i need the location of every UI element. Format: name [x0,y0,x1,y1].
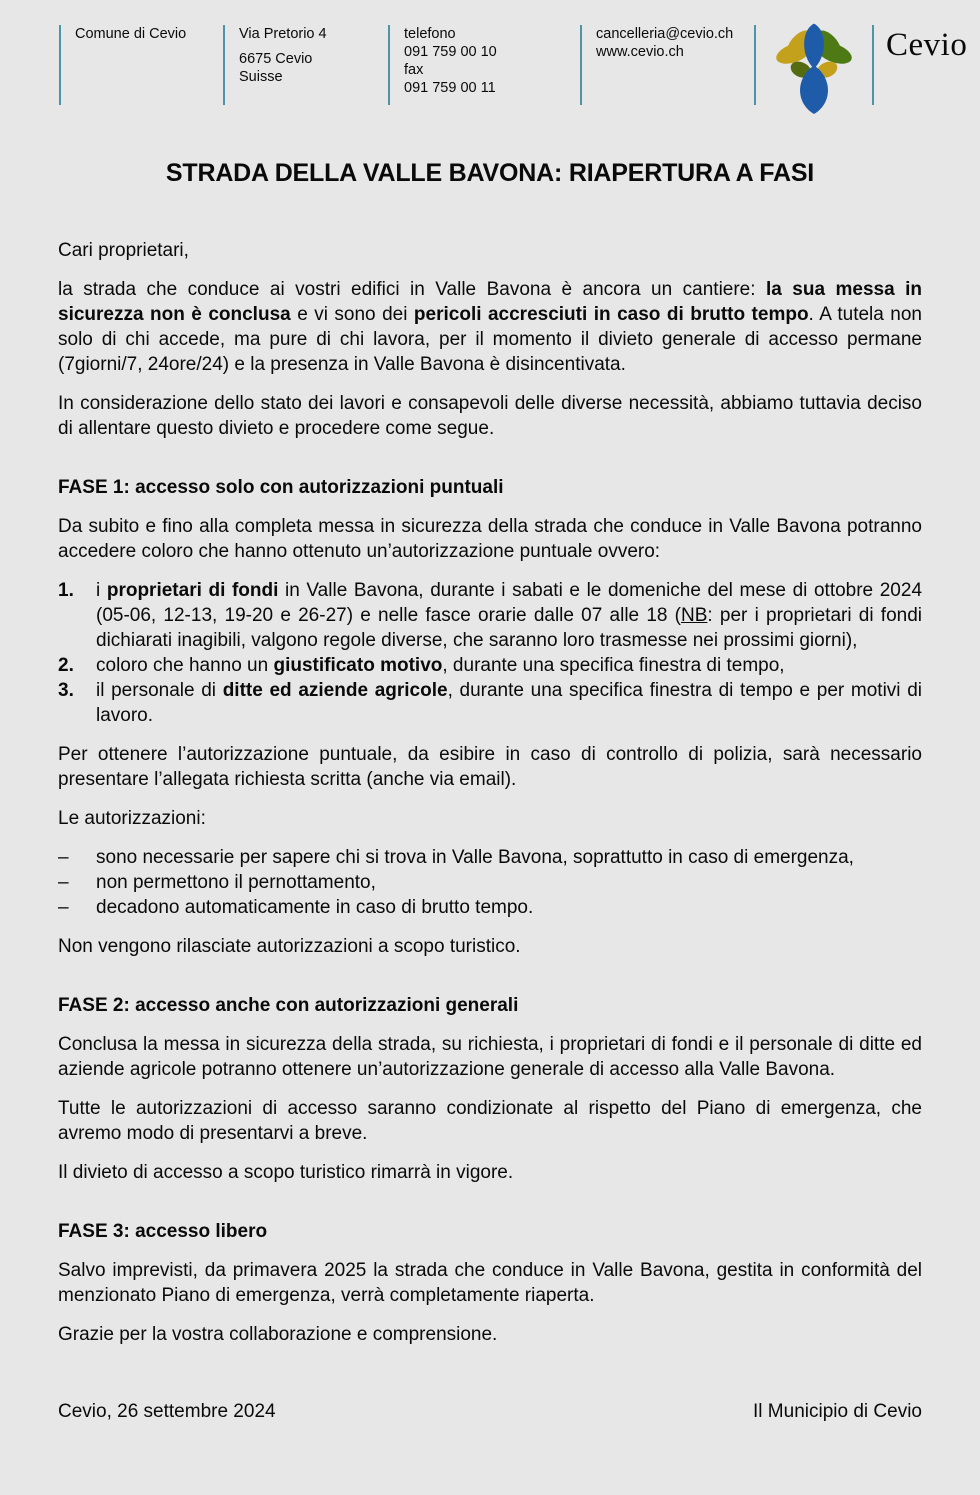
list-marker: 3. [58,680,74,701]
text-run: , durante una specifica finestra di tempo, [442,655,785,676]
bold-text: pericoli accresciuti in caso di brutto tempo [413,304,809,325]
fax-number: 091 759 00 11 [404,80,496,96]
letterhead-web [582,25,754,61]
bold-text: ditte ed aziende agricole [222,680,448,701]
list-item-text [96,678,922,728]
paragraph [58,806,922,831]
text-run: Da subito e fino alla completa messa in sicurezza della strada che conduce in Valle Bavona potranno accedere coloro che hanno ottenuto un’autorizzazione puntuale ovvero: [58,516,922,562]
paragraph [58,238,922,263]
text-run: Le autorizzazioni: [58,808,206,829]
list-marker: 2. [58,655,74,676]
logo-cell [756,25,872,114]
text-run: FASE 2: accesso anche con autorizzazioni generali [58,995,519,1016]
fax-label: fax [404,62,424,78]
place-and-date: Cevio, 26 settembre 2024 [58,1401,276,1422]
text-run: Per ottenere l’autorizzazione puntuale, da esibire in caso di controllo di polizia, sarà necessario presentare l’allegata richiesta scritta (anche via email). [58,744,922,790]
org-name: Comune di Cevio [75,26,187,42]
text-run: decadono automaticamente in caso di brutto tempo. [96,897,534,918]
text-run: In considerazione dello stato dei lavori e consapevoli delle diverse necessità, abbiamo tuttavia deciso di allentare questo divieto e procedere come segue. [58,393,922,439]
paragraph [58,1032,922,1082]
numbered-list [58,578,922,728]
underlined-text: NB [681,605,708,626]
text-run: in Valle Bavona, durante i sabati e le domeniche del mese di ottobre 2024 (05-06, 12-13, 19-20 e 26-27) e nelle fasce orarie dalle 07 alle 18 ( [96,580,923,626]
bold-text: proprietari di fondi [106,580,279,601]
text-run: . A tutela non solo di chi accede, ma pure di chi lavora, per il momento il divieto generale di accesso permane (7giorni/7, 24ore/24) e la presenza in Valle Bavona è disincentivata. [58,304,922,375]
list-marker: 1. [58,580,74,601]
text-run: Grazie per la vostra collaborazione e comprensione. [58,1324,498,1345]
list-marker: – [58,872,69,893]
section-heading [58,1219,922,1244]
list-item-text [96,653,922,678]
dash-list [58,845,922,920]
text-run: non permettono il pernottamento, [96,872,376,893]
text-run: il personale di [96,680,223,701]
paragraph [58,934,922,959]
paragraph [58,1322,922,1347]
text-run: sono necessarie per sapere chi si trova in Valle Bavona, soprattutto in caso di emergenza, [96,847,854,868]
text-run: i [96,580,107,601]
phone-label: telefono [404,26,456,42]
paragraph [58,1160,922,1185]
paragraph [58,514,922,564]
letterhead [0,0,980,113]
website-url: www.cevio.ch [596,44,684,60]
text-run: Salvo imprevisti, da primavera 2025 la strada che conduce in Valle Bavona, gestita in conformità del menzionato Piano di emergenza, verrà completamente riaperta. [58,1260,922,1306]
paragraph [58,1258,922,1308]
paragraph [58,277,922,377]
section-heading [58,993,922,1018]
text-run: e vi sono dei [290,304,414,325]
cevio-flower-logo [766,22,862,114]
bold-text: la sua messa in sicurezza non è conclusa [58,279,922,325]
address-city: 6675 Cevio [239,51,313,67]
list-item-text [96,845,922,870]
list-item-text [96,578,922,653]
address-country: Suisse [239,69,283,85]
text-run: : per i proprietari di fondi dichiarati inagibili, valgono regole diverse, che saranno loro trasmesse nei prossimi giorni), [96,605,922,651]
text-run: Non vengono rilasciate autorizzazioni a scopo turistico. [58,936,521,957]
phone-number: 091 759 00 10 [404,44,497,60]
list-item-text [96,870,922,895]
section-heading [58,475,922,500]
letterhead-phone [390,25,580,97]
text-run: Cari proprietari, [58,240,189,261]
list-item-text [96,895,922,920]
text-run: FASE 3: accesso libero [58,1221,268,1242]
letter-body [0,238,980,1347]
paragraph [58,391,922,441]
email-address: cancelleria@cevio.ch [596,26,734,42]
list-marker: – [58,897,69,918]
list-marker: – [58,847,69,868]
document-title: STRADA DELLA VALLE BAVONA: RIAPERTURA A FASI [165,159,815,187]
text-run: Conclusa la messa in sicurezza della strada, su richiesta, i proprietari di fondi e il personale di ditte ed aziende agricole potranno ottenere un’autorizzazione generale di accesso alla Valle Bavona. [58,1034,922,1080]
wordmark-cell [874,25,980,63]
letter-footer [0,1399,980,1424]
paragraph [58,742,922,792]
text-run: Tutte le autorizzazioni di accesso saranno condizionate al rispetto del Piano di emergenza, che avremo modo di presentarvi a breve. [58,1098,922,1144]
paragraph [58,1096,922,1146]
text-run: coloro che hanno un [96,655,274,676]
letterhead-address [225,25,388,86]
text-run: la strada che conduce ai vostri edifici in Valle Bavona è ancora un cantiere: [58,279,766,300]
bold-text: giustificato motivo [273,655,443,676]
text-run: , durante una specifica finestra di tempo e per motivi di lavoro. [96,680,922,726]
signature: Il Municipio di Cevio [753,1401,922,1422]
logo-petal-blue-top [804,24,824,69]
letterhead-org [61,25,223,43]
cevio-wordmark: Cevio [886,27,968,63]
text-run: Il divieto di accesso a scopo turistico rimarrà in vigore. [58,1162,514,1183]
text-run: FASE 1: accesso solo con autorizzazioni puntuali [58,477,504,498]
address-street: Via Pretorio 4 [239,26,327,42]
